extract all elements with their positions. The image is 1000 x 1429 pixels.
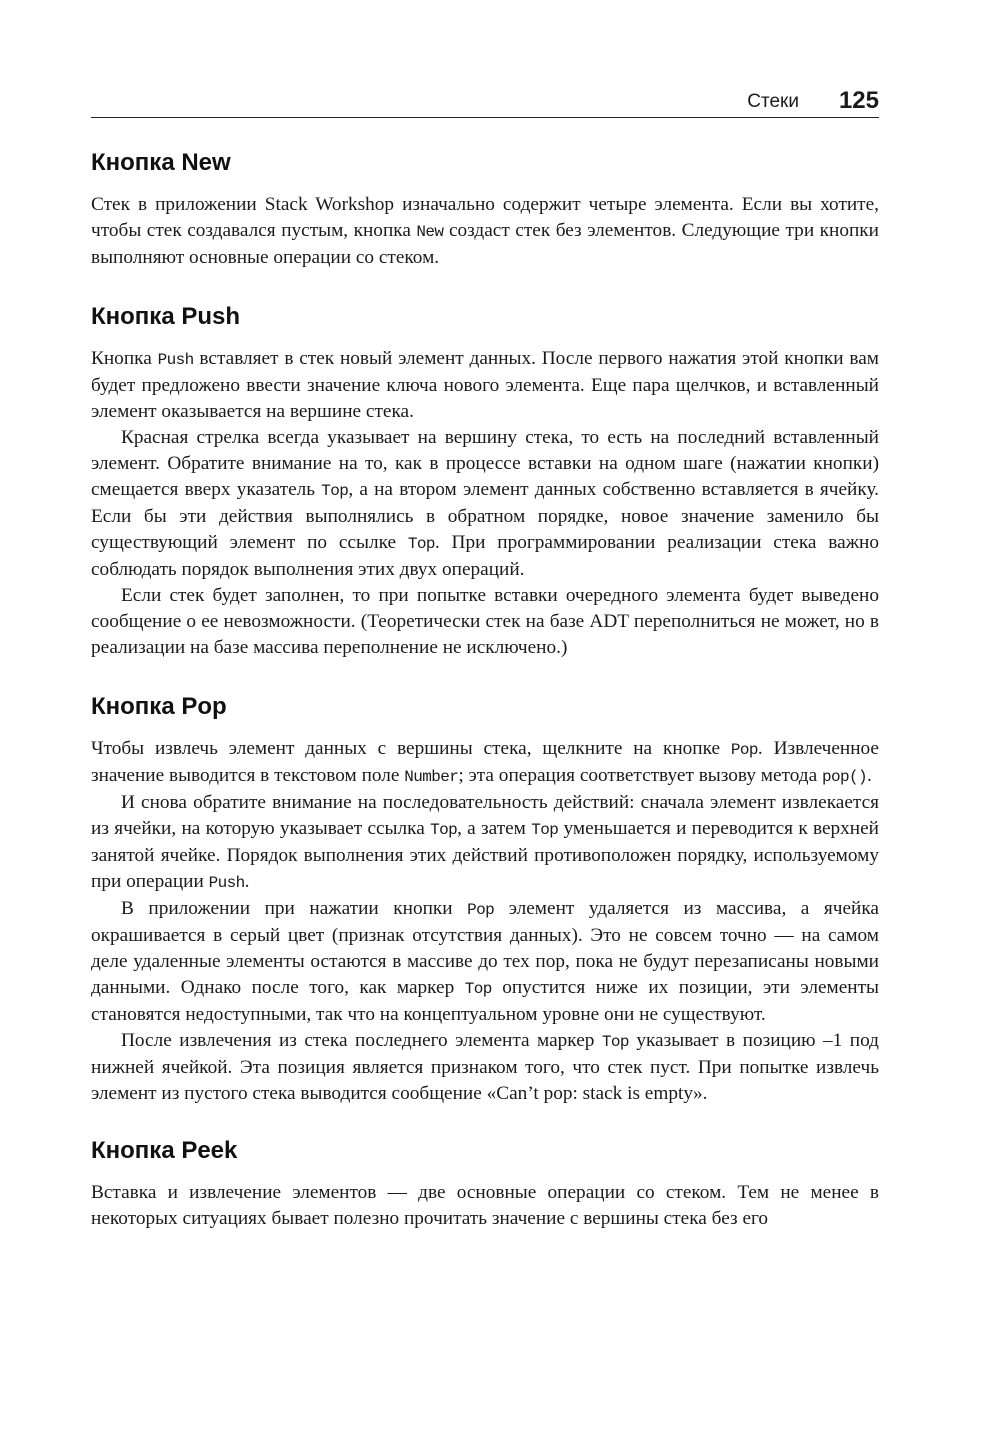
text: , а затем xyxy=(457,818,532,839)
paragraph xyxy=(91,790,879,896)
paragraph xyxy=(91,346,879,425)
section-heading-push: Кнопка Push xyxy=(91,303,241,330)
text: После извлечения из стека последнего элемента маркер xyxy=(121,1030,602,1051)
text: уменьшается и переводится к верхней занятой ячейке. Порядок выполнения этих действий противоположен порядку, используемому при операции xyxy=(91,818,880,892)
section-heading-peek: Кнопка Peek xyxy=(91,1137,238,1164)
section-body-pop xyxy=(91,736,879,1107)
text: опустится ниже их позиции, эти элементы становятся недоступными, так что на концептуальном уровне они не существуют. xyxy=(91,977,879,1025)
text: Чтобы извлечь элемент данных с вершины стека, щелкните на кнопке xyxy=(91,738,731,759)
paragraph xyxy=(91,192,879,271)
code-term: Top xyxy=(464,980,492,998)
text: Стек в приложении Stack Workshop изначально содержит четыре элемента. Если вы хотите, чтобы стек создавался пустым, кнопка xyxy=(91,194,879,241)
text: И снова обратите внимание на последовательность действий: сначала элемент извлекается из ячейки, на которую указывает ссылка xyxy=(91,792,879,839)
paragraph xyxy=(91,1180,879,1232)
text: . При программировании реализации стека важно соблюдать порядок выполнения этих двух операций. xyxy=(91,532,879,580)
page-number: 125 xyxy=(838,87,879,114)
code-term: Push xyxy=(157,351,194,369)
code-term: Top xyxy=(407,535,435,553)
text: . xyxy=(244,871,250,892)
text: Красная стрелка всегда указывает на вершину стека, то есть на последний вставленный элемент. Обратите внимание на то, как в процессе вставки на одном шаге (нажатии кнопки) смещается вверх указатель xyxy=(91,427,879,500)
section-body-peek xyxy=(91,1180,879,1232)
section-heading-new: Кнопка New xyxy=(91,149,231,176)
text: . xyxy=(867,765,872,786)
text: ; эта операция соответствует вызову метода xyxy=(458,765,823,786)
book-page xyxy=(91,84,879,1232)
running-head xyxy=(91,84,879,118)
text: Вставка и извлечение элементов — две основные операции со стеком. Тем не менее в некоторых ситуациях бывает полезно прочитать значение с вершины стека без его xyxy=(91,1182,879,1229)
paragraph xyxy=(91,583,879,661)
text: Кнопка xyxy=(91,348,158,369)
paragraph xyxy=(91,425,879,583)
text: . Извлеченное значение выводится в текстовом поле xyxy=(91,738,879,786)
paragraph xyxy=(91,1028,879,1107)
running-head-title: Стеки xyxy=(747,91,799,112)
section-body-new xyxy=(91,192,879,271)
text: создаст стек без элементов. Следующие три кнопки выполняют основные операции со стеком. xyxy=(91,220,879,268)
code-term: New xyxy=(416,223,444,241)
paragraph xyxy=(91,736,879,790)
code-term: Top xyxy=(430,821,458,839)
text: вставляет в стек новый элемент данных. После первого нажатия этой кнопки вам будет предложено ввести значение ключа нового элемента. Еще пара щелчков, и вставленный элемент оказывается на вершине стека. xyxy=(91,348,880,422)
code-term: Top xyxy=(601,1033,629,1051)
text: В приложении при нажатии кнопки xyxy=(121,898,468,919)
code-term: Top xyxy=(531,821,559,839)
code-term: Pop xyxy=(467,901,495,919)
code-term: Number xyxy=(404,768,459,786)
section-body-push xyxy=(91,346,879,661)
paragraph xyxy=(91,896,879,1028)
code-term: Pop xyxy=(730,741,758,759)
text: указывает в позицию –1 под нижней ячейкой. Эта позиция является признаком того, что стек пуст. При попытке извлечь элемент из пустого стека выводится сообщение «Can’t pop: stack is empty». xyxy=(91,1030,879,1104)
text: , а на втором элемент данных собственно вставляется в ячейку. Если бы эти действия выполнялись в обратном порядке, новое значение заменило бы существующий элемент по ссылке xyxy=(91,479,879,553)
section-heading-pop: Кнопка Pop xyxy=(91,693,227,720)
code-term: Push xyxy=(208,874,245,892)
code-term: Top xyxy=(321,482,349,500)
text: элемент удаляется из массива, а ячейка окрашивается в серый цвет (признак отсутствия данных). Это не совсем точно — на самом деле удаленные элементы остаются в массиве до тех пор, пока не будут перезаписаны новыми данными. Однако после того, как маркер xyxy=(91,898,879,998)
text: Если стек будет заполнен, то при попытке вставки очередного элемента будет выведено сообщение о ее невозможности. (Теоретически стек на базе ADT переполниться не может, но в реализации на базе массива переполнение не исключено.) xyxy=(91,585,879,658)
code-term: pop() xyxy=(822,768,868,786)
